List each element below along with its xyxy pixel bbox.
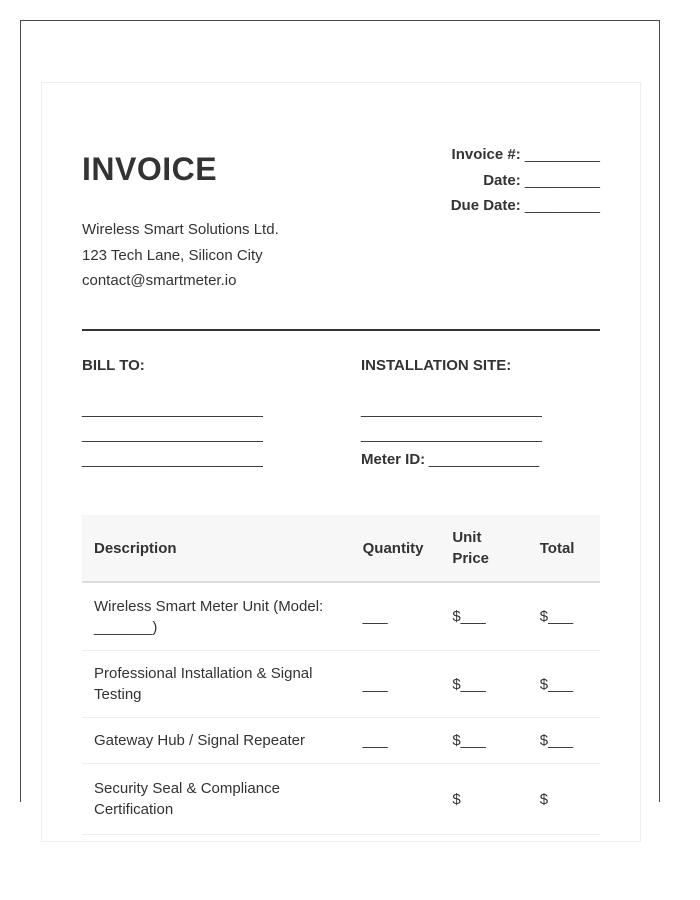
invoice-date-blank: _________ [524, 171, 600, 189]
item-description: Professional Installation & Signal Testing [82, 651, 351, 718]
item-unit-price: $ [440, 764, 527, 835]
company-name: Wireless Smart Solutions Ltd. [82, 221, 279, 238]
total-header: Total [528, 515, 600, 582]
table-row [82, 764, 600, 835]
invoice-date-row [451, 168, 600, 194]
company-info [82, 217, 279, 294]
installation-site-heading: INSTALLATION SITE: [361, 357, 512, 374]
item-description: Gateway Hub / Signal Repeater [82, 718, 351, 764]
bill-to-line: _______________________ [82, 401, 263, 418]
meter-id-blank: ______________ [428, 451, 539, 468]
company-address: 123 Tech Lane, Silicon City [82, 246, 263, 264]
invoice-title: INVOICE [82, 151, 218, 187]
item-total: $___ [528, 651, 600, 718]
item-quantity [351, 764, 441, 835]
invoice-number-label: Invoice #: [451, 146, 521, 163]
invoice-due-date-row [451, 193, 600, 219]
line-items-table [82, 515, 600, 835]
item-total: $ [528, 764, 600, 835]
item-unit-price: $___ [440, 718, 527, 764]
company-email: contact@smartmeter.io [82, 272, 237, 289]
table-row [82, 582, 600, 651]
item-description: Security Seal & Compliance Certification [82, 764, 351, 835]
meter-id-label: Meter ID: [361, 451, 426, 468]
installation-site-section [361, 355, 541, 472]
bill-to-heading: BILL TO: [82, 357, 145, 374]
installation-site-line: _______________________ [361, 401, 542, 418]
bill-to-line: _______________________ [82, 451, 263, 468]
item-unit-price: $___ [440, 651, 527, 718]
header-divider [82, 329, 600, 331]
item-quantity: ___ [351, 582, 441, 651]
description-header: Description [82, 515, 351, 582]
table-header-row [82, 515, 600, 582]
document-viewport [20, 20, 660, 818]
invoice-meta [451, 142, 600, 219]
unit-price-header: Unit Price [440, 515, 527, 582]
invoice-number-blank: _________ [524, 146, 600, 163]
meter-id-row [361, 447, 541, 472]
bill-to-section [82, 355, 262, 472]
invoice-date-label: Date: [483, 171, 521, 189]
item-total: $___ [528, 718, 600, 764]
item-total: $___ [528, 582, 600, 651]
item-description: Wireless Smart Meter Unit (Model: _______) [82, 582, 351, 651]
item-unit-price: $___ [440, 582, 527, 651]
invoice-due-date-blank: _________ [524, 197, 600, 214]
item-quantity: ___ [351, 718, 441, 764]
invoice-number-row [451, 142, 600, 168]
bill-to-line: _______________________ [82, 426, 263, 443]
installation-site-line: _______________________ [361, 426, 542, 443]
invoice-due-date-label: Due Date: [450, 197, 521, 214]
quantity-header: Quantity [351, 515, 441, 582]
item-quantity: ___ [351, 651, 441, 718]
table-row [82, 651, 600, 718]
table-row [82, 718, 600, 764]
